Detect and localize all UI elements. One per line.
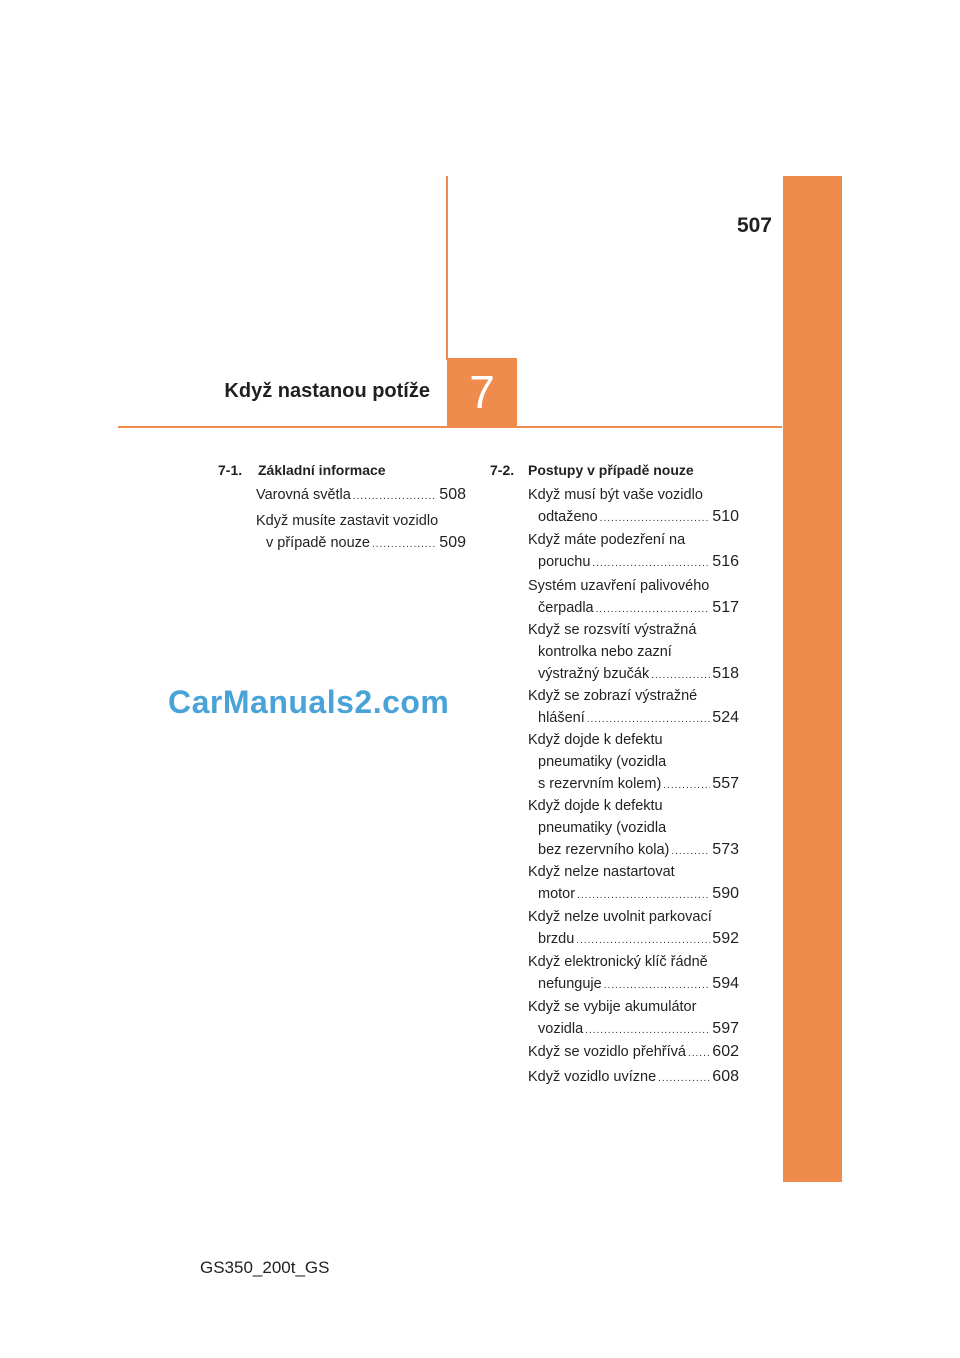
toc-page-number: 517	[712, 599, 739, 616]
toc-entry[interactable]	[528, 619, 739, 687]
toc-entry-last-line	[528, 506, 739, 530]
toc-entry-line: Když se zobrazí výstražné	[528, 688, 698, 704]
toc-entry-line: Když dojde k defektu	[528, 798, 663, 814]
chapter-number-box	[447, 358, 517, 426]
toc-page-number: 597	[712, 1020, 739, 1037]
vertical-rule	[446, 176, 448, 360]
toc-entry-last-line	[256, 532, 466, 556]
dot-leader	[596, 599, 711, 621]
toc-entry[interactable]	[528, 861, 739, 907]
dot-leader	[604, 975, 711, 997]
toc-page-number: 518	[712, 665, 739, 682]
toc-entry-line: Varovná světla	[256, 487, 351, 503]
toc-entry-last-line	[528, 883, 739, 907]
toc-entry-line: s rezervním kolem)	[538, 776, 662, 792]
dot-leader	[663, 775, 710, 797]
toc-entry-line: Když musíte zastavit vozidlo	[256, 513, 439, 529]
header-rule	[118, 426, 782, 428]
dot-leader	[587, 709, 711, 731]
toc-entry-last-line	[528, 1041, 739, 1065]
chapter-side-tab	[783, 176, 842, 1182]
toc-entry[interactable]	[528, 906, 739, 952]
toc-entry-line: Když vozidlo uvízne	[528, 1069, 657, 1085]
section-heading	[490, 462, 694, 478]
toc-entry-line: poruchu	[538, 554, 591, 570]
toc-page-number: 592	[712, 930, 739, 947]
page-number: 507	[736, 214, 772, 237]
toc-entry-line: v případě nouze	[266, 535, 370, 551]
toc-entry[interactable]	[528, 795, 739, 863]
section-heading	[218, 462, 386, 478]
toc-entry[interactable]	[256, 510, 466, 556]
toc-entry[interactable]	[528, 685, 739, 731]
toc-entry-line: Když dojde k defektu	[528, 732, 663, 748]
toc-entry-line: bez rezervního kola)	[538, 842, 670, 858]
section-number: 7-2.	[490, 462, 515, 478]
toc-entry-last-line	[256, 484, 466, 508]
toc-entry[interactable]	[256, 484, 466, 508]
toc-entry-line: nefunguje	[538, 976, 602, 992]
chapter-title: Když nastanou potíže	[224, 380, 430, 402]
toc-entry-last-line	[528, 597, 739, 621]
toc-page-number: 594	[712, 975, 739, 992]
toc-entry[interactable]	[528, 1066, 739, 1090]
toc-entry[interactable]	[528, 529, 739, 575]
toc-entry-last-line	[528, 839, 739, 863]
toc-entry-last-line	[528, 551, 739, 575]
toc-page-number: 573	[712, 841, 739, 858]
toc-entry[interactable]	[528, 1041, 739, 1065]
dot-leader	[688, 1043, 710, 1065]
toc-entry-line: výstražný bzučák	[538, 666, 650, 682]
toc-entry-last-line	[528, 707, 739, 731]
dot-leader	[651, 665, 710, 687]
toc-entry-line: motor	[538, 886, 576, 902]
chapter-number: 7	[469, 366, 495, 418]
toc-entry-line: pneumatiky (vozidla	[538, 754, 667, 770]
dot-leader	[585, 1020, 710, 1042]
dot-leader	[671, 841, 710, 863]
toc-page-number: 524	[712, 709, 739, 726]
dot-leader	[658, 1068, 710, 1090]
toc-entry[interactable]	[528, 729, 739, 797]
toc-entry-last-line	[528, 663, 739, 687]
toc-page-number: 509	[439, 534, 466, 551]
toc-entry-line: Když máte podezření na	[528, 532, 686, 548]
toc-entry-line: Když se rozsvítí výstražná	[528, 622, 697, 638]
toc-entry-line: Když nelze uvolnit parkovací	[528, 909, 712, 925]
dot-leader	[372, 534, 437, 556]
toc-entry-line: brzdu	[538, 931, 575, 947]
toc-entry-last-line	[528, 773, 739, 797]
toc-entry[interactable]	[528, 484, 739, 530]
toc-entry[interactable]	[528, 951, 739, 997]
toc-entry-last-line	[528, 928, 739, 952]
dot-leader	[353, 486, 437, 508]
toc-entry-last-line	[528, 1066, 739, 1090]
toc-entry-line: Systém uzavření palivového	[528, 578, 710, 594]
toc-entry[interactable]	[528, 575, 739, 621]
toc-entry-line: vozidla	[538, 1021, 584, 1037]
toc-entry-line: čerpadla	[538, 600, 594, 616]
dot-leader	[576, 930, 710, 952]
toc-entry-line: Když musí být vaše vozidlo	[528, 487, 703, 503]
dot-leader	[577, 885, 710, 907]
toc-entry-line: Když se vozidlo přehřívá	[528, 1044, 686, 1060]
toc-page-number: 508	[439, 486, 466, 503]
dot-leader	[592, 553, 710, 575]
toc-page-number: 516	[712, 553, 739, 570]
toc-entry-last-line	[528, 973, 739, 997]
toc-entry-line: Když nelze nastartovat	[528, 864, 675, 880]
section-title: Základní informace	[258, 462, 386, 478]
toc-entry-line: kontrolka nebo zazní	[538, 644, 672, 660]
toc-entry-line: hlášení	[538, 710, 585, 726]
toc-entry-line: Když se vybije akumulátor	[528, 999, 697, 1015]
toc-entry[interactable]	[528, 996, 739, 1042]
section-title: Postupy v případě nouze	[528, 462, 694, 478]
toc-page-number: 590	[712, 885, 739, 902]
footer-model-code: GS350_200t_GS	[200, 1258, 330, 1277]
section-number: 7-1.	[218, 462, 243, 478]
dot-leader	[600, 508, 711, 530]
toc-entry-line: Když elektronický klíč řádně	[528, 954, 708, 970]
toc-page-number: 602	[712, 1043, 739, 1060]
toc-page-number: 557	[712, 775, 739, 792]
toc-entry-line: pneumatiky (vozidla	[538, 820, 667, 836]
toc-page-number: 608	[712, 1068, 739, 1085]
toc-page-number: 510	[712, 508, 739, 525]
toc-entry-last-line	[528, 1018, 739, 1042]
toc-entry-line: odtaženo	[538, 509, 598, 525]
watermark-logo: CarManuals2.com	[168, 684, 450, 720]
